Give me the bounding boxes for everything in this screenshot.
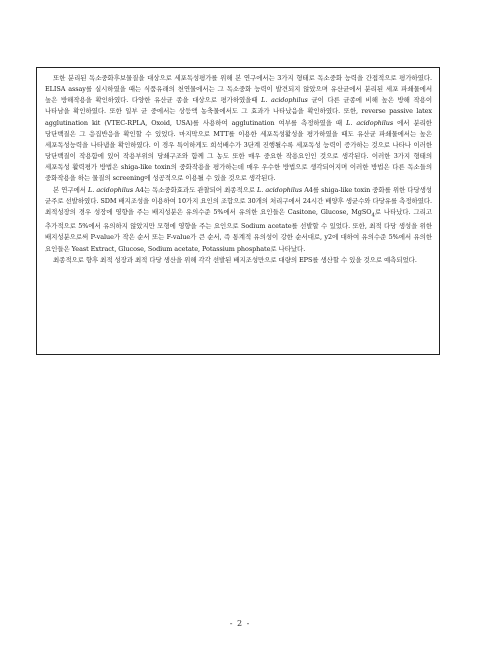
species-name: L. acidophilus [346,118,394,127]
text-run: 에서 분리한 당단백질은 그 응집반응을 확인할 수 있었다. 마지막으로 MTT를 이용한 세포독성활성을 평가하였을 때도 유산균 파쇄물에서는 높은 세포독성능력을 나타냄을 확인하였다. 이 경우 특이하게도 희석배수가 3단계 진행될수록 세포독성 능력이 증가하는 것으로 나타나 이러한 당단백질이 작용함에 있어 작용부위의 당쇄구조와 함께 그 농도 또한 매우 중요한 작용요인인 것으로 생각된다. 이러한 3가지 형태의 세포독성 활력평가 방법은 shiga-like toxin의 중화작용을 평가하는데 매우 우수한 방법으로 생각되어지며 이러한 방법은 다른 독소들의 중화작용을 하는 물질의 screening에 성공적으로 이용될 수 있을 것으로 생각된다. [45,118,432,183]
text-run: 로 나타났다. 그리고 추가적으로 5%에서 유의하지 않았지만 모형에 영향을 주는 요인으로 Sodium acetate를 선발할 수 있었다. 또한, 최적 다당 생성을 위한 배지성분으로써 P-value가 작은 순서 또는 F-value가 큰 순서, 즉 통계적 유의성이 강한 순서대로, y2에 대하여 유의수준 5%에서 유의한 요인들은 Yeast Extract, Glucose, Sodium acetate, Potassium phosphate로 나타났다. [45,207,432,253]
species-name: L. acidophilus [257,185,303,194]
body-paragraph [45,255,432,266]
summary-text-box [36,67,440,355]
page-number: - 2 - [229,619,251,628]
text-run: A4를 shiga-like toxin 중화를 위한 다당생성 균주로 선발하였다. SDM 배지조성을 이용하여 10가지 요인의 조합으로 30개의 처리구에서 24시간 배양후 생균수와 다당유를 측정하였다. 최적성장의 경우 성장에 영향을 주는 배지성분은 유의수준 5%에서 유의한 요인들은 Casitone, Glucose, MgSO [45,185,432,216]
body-paragraph [45,73,432,185]
species-name: L. acidophilus [261,96,308,105]
text-run: 본 연구에서 [53,185,89,194]
text-run: A4는 독소중화효과도 관찰되어 최종적으로 [133,185,258,194]
text-run: 최종적으로 향후 최적 성장과 최적 다당 생산을 위해 각각 선발된 배지조성만으로 대량의 EPS를 생산할 수 있을 것으로 예측되었다. [53,255,417,264]
text-run: 또한 분리된 독소중화후보물질을 대상으로 세포독성평가를 위해 본 연구에서는 3가지 형태로 독소중화 능력을 간접적으로 평가하였다. ELISA assay를 실시하였을 때는 식품유래의 천연물에서는 그 독소중화 능력이 발견되지 않았으며 유산균에서 분리된 세포 파쇄물에서 높은 방해작용을 확인하였다. 다양한 유산균 종을 대상으로 평가하였을때 [45,74,432,105]
subscript: 4 [371,212,375,219]
body-paragraph [45,185,432,255]
text-run: 균이 다른 균종에 비해 높은 방해 작용이 나타남을 확인하였다. 또한 일부 균 중에서는 상등액 농축물에서도 그 효과가 나타났음을 확인하였다. 또한, reverse passive latex agglutination kit (VTEC-RPLA, Oxoid, USA)를 사용하여 agglutination 여부를 측정하였을 때 [45,96,432,127]
species-name: L. acidophilus [88,185,134,194]
